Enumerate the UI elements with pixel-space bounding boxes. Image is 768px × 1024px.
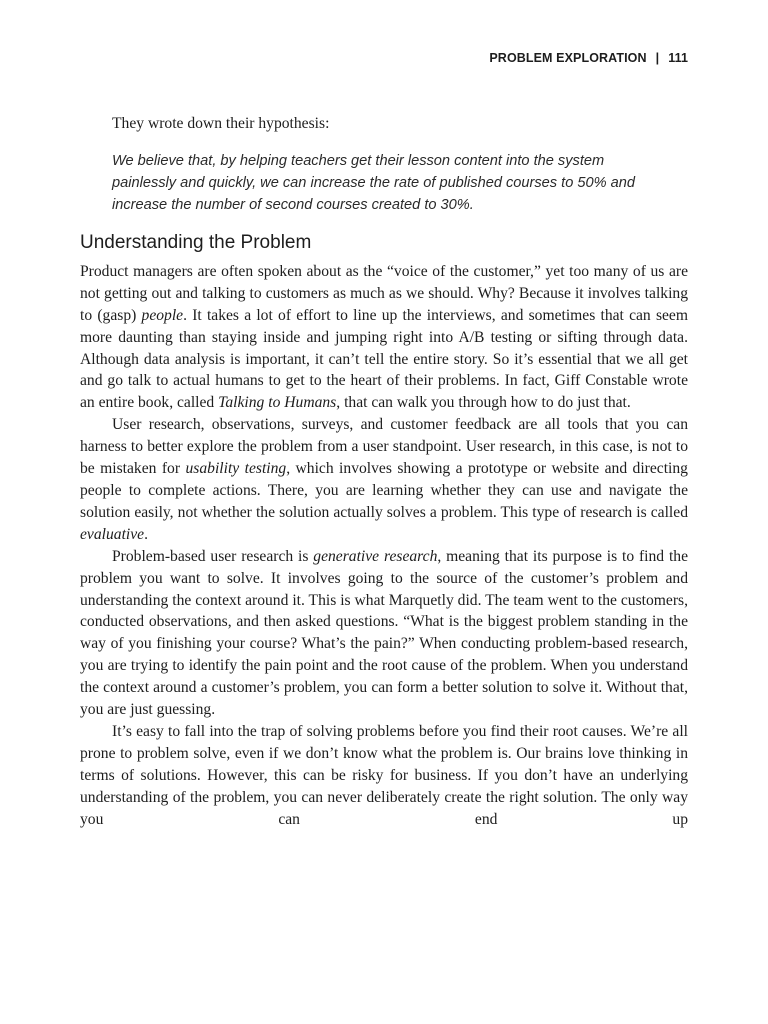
p1-text-b: . It takes a lot of effort to line up the interviews, and sometimes that can seem more daunting than staying inside and jumping right into A/B testing or sifting through data. Although data analysis is important, it can’t tell the entire story. So it’s essential that we all get and go talk to actual humans to get to the heart of their problems. In fact, Giff Constable wrote an entire book, called xyxy=(80,306,688,412)
p1-text-c: , that can walk you through how to do just that. xyxy=(336,394,631,412)
paragraph-1 xyxy=(80,261,688,414)
paragraph-3 xyxy=(80,546,688,721)
page-number: 111 xyxy=(668,51,688,65)
p1-emphasis-people: people xyxy=(141,306,184,324)
p3-text-a: Problem-based user research is xyxy=(112,547,314,565)
p3-emphasis-generative: generative research xyxy=(313,547,438,565)
header-separator: | xyxy=(655,51,660,65)
running-header xyxy=(489,51,688,65)
paragraph-4 xyxy=(80,721,688,831)
p2-text-a: User research, observations, surveys, and customer feedback are all tools that you can harness to better explore the problem from a user standpoint. User research, in this case, is not to be mistaken for xyxy=(80,416,688,478)
p2-text-c: . xyxy=(144,525,148,543)
page-body xyxy=(80,113,688,830)
intro-line: They wrote down their hypothesis: xyxy=(112,115,330,132)
p3-text-b: , meaning that its purpose is to find the problem you want to solve. It involves going to the source of the customer’s problem and understanding the context around it. This is what Marquetly did. The team went to the customers, conducted observations, and then asked questions. “What is the biggest problem standing in the way of you finishing your course? What’s the pain?” When conducting problem-based research, you are trying to identify the pain point and the root cause of the problem. When you understand the context around a customer’s problem, you can form a better solution to solve it. Without that, you are just guessing. xyxy=(80,547,689,719)
p1-text-a: Product managers are often spoken about as the “voice of the customer,” yet too many of us are not getting out and talking to customers as much as we should. Why? Because it involves talking to (gasp) xyxy=(80,262,688,324)
section-heading: Understanding the Problem xyxy=(80,231,312,253)
p2-emphasis-evaluative: evaluative xyxy=(80,525,145,543)
p2-text-b: , which involves showing a prototype or website and directing people to complete actions. There, you are learning whether they can use and navigate the solution easily, not whether the solution actually solves a problem. This type of research is called xyxy=(80,460,688,521)
paragraph-2 xyxy=(80,414,688,545)
p1-book-title: Talking to Humans xyxy=(218,394,337,412)
hypothesis-quote: We believe that, by helping teachers get their lesson content into the system painlessly and quickly, we can increase the rate of published courses to 50% and increase the number of second courses created to 30%. xyxy=(112,152,635,213)
p2-emphasis-usability: usability testing xyxy=(185,460,287,478)
p4-text-a: It’s easy to fall into the trap of solving problems before you find their root causes. We’re all prone to problem solve, even if we don’t know what the problem is. Our brains love thinking in terms of solutions. However, this can be risky for business. If you don’t have an underlying understanding of the problem, you can never deliberately create the right solution. The only way you can end up xyxy=(80,722,688,828)
section-title: PROBLEM EXPLORATION xyxy=(489,51,647,65)
